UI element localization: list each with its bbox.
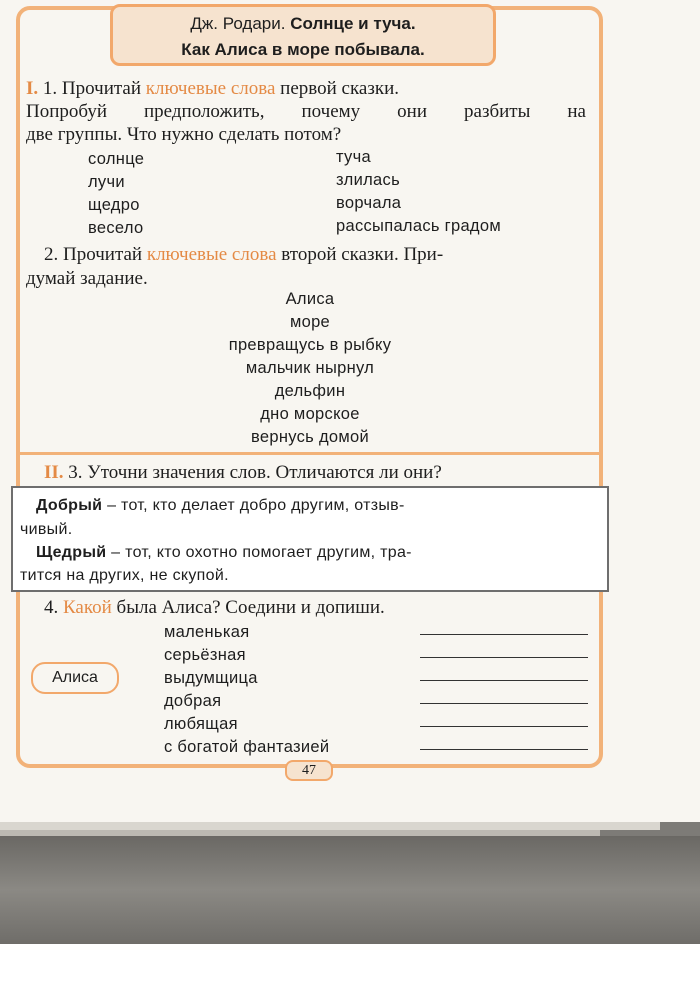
page-edge-lower — [0, 830, 600, 836]
story-title-2: Как Алиса в море побывала. — [181, 40, 425, 59]
story-word: дельфин — [274, 382, 346, 400]
story-word: море — [289, 313, 331, 331]
subject-box: Алиса — [31, 662, 119, 694]
option-word: маленькая — [164, 623, 250, 641]
author: Дж. Родари. — [190, 14, 286, 33]
option-word: любящая — [164, 715, 238, 733]
definition-2-text: – тот, кто охотно помогает другим, тра- — [106, 544, 412, 561]
task4-text: была Алиса? Соедини и допиши. — [116, 597, 385, 618]
task1-line3: две группы. Что нужно сделать потом? — [26, 124, 342, 145]
left-word: весело — [88, 219, 144, 237]
task2-text-end: второй сказки. При- — [281, 244, 444, 265]
right-word: рассыпалась градом — [336, 217, 501, 235]
definition-2 — [36, 544, 412, 562]
right-word: злилась — [336, 171, 400, 189]
task1-line2: Попробуй предположить, почему они разбиты на — [26, 101, 586, 122]
left-word: лучи — [88, 173, 125, 191]
right-word: туча — [336, 148, 371, 166]
right-word: ворчала — [336, 194, 402, 212]
title-box — [110, 4, 496, 66]
task2-line2: думай задание. — [26, 268, 148, 289]
task2-text: 2. Прочитай — [44, 244, 143, 265]
section-marker-1: I. — [26, 78, 39, 99]
keywords-highlight: ключевые слова — [145, 78, 276, 99]
title-line-2 — [113, 37, 493, 63]
story-title-1: Солнце и туча. — [290, 14, 416, 33]
option-word: добрая — [164, 692, 222, 710]
left-word: щедро — [88, 196, 140, 214]
background-shadow — [0, 836, 700, 944]
task3-text: 3. Уточни значения слов. Отличаются ли они? — [68, 462, 442, 483]
answer-line[interactable] — [420, 703, 588, 704]
keywords-highlight-2: ключевые слова — [146, 244, 277, 265]
story-word: дно морское — [260, 405, 360, 423]
title-line-1 — [113, 11, 493, 37]
option-word: с богатой фантазией — [164, 738, 330, 756]
answer-line[interactable] — [420, 680, 588, 681]
story-word: Алиса — [285, 290, 335, 308]
option-word: серьёзная — [164, 646, 246, 664]
task1-text: 1. Прочитай — [42, 78, 141, 99]
task2-line1 — [44, 244, 443, 266]
task1-line1 — [26, 78, 399, 100]
task1-text-end: первой сказки. — [280, 78, 399, 99]
task4-line — [44, 597, 385, 619]
page-number: 47 — [285, 760, 333, 781]
left-word: солнце — [88, 150, 145, 168]
answer-line[interactable] — [420, 657, 588, 658]
story-word: мальчик нырнул — [245, 359, 375, 377]
definition-2-cont: тится на других, не скупой. — [20, 567, 229, 584]
definition-1 — [36, 497, 405, 515]
term-dobryi: Добрый — [36, 497, 103, 514]
story-word: превращусь в рыбку — [228, 336, 392, 354]
definition-1-text: – тот, кто делает добро другим, отзыв- — [102, 497, 405, 514]
section-marker-2: II. — [44, 462, 64, 483]
option-word: выдумщица — [164, 669, 258, 687]
question-highlight: Какой — [63, 597, 112, 618]
section-divider — [18, 452, 601, 455]
answer-line[interactable] — [420, 634, 588, 635]
answer-line[interactable] — [420, 726, 588, 727]
definition-1-cont: чивый. — [20, 521, 73, 538]
story-word: вернусь домой — [251, 428, 369, 446]
answer-line[interactable] — [420, 749, 588, 750]
page-edge — [0, 822, 660, 830]
task4-number: 4. — [44, 597, 59, 618]
task3-line — [44, 462, 442, 484]
term-shchedryi: Щедрый — [36, 544, 107, 561]
